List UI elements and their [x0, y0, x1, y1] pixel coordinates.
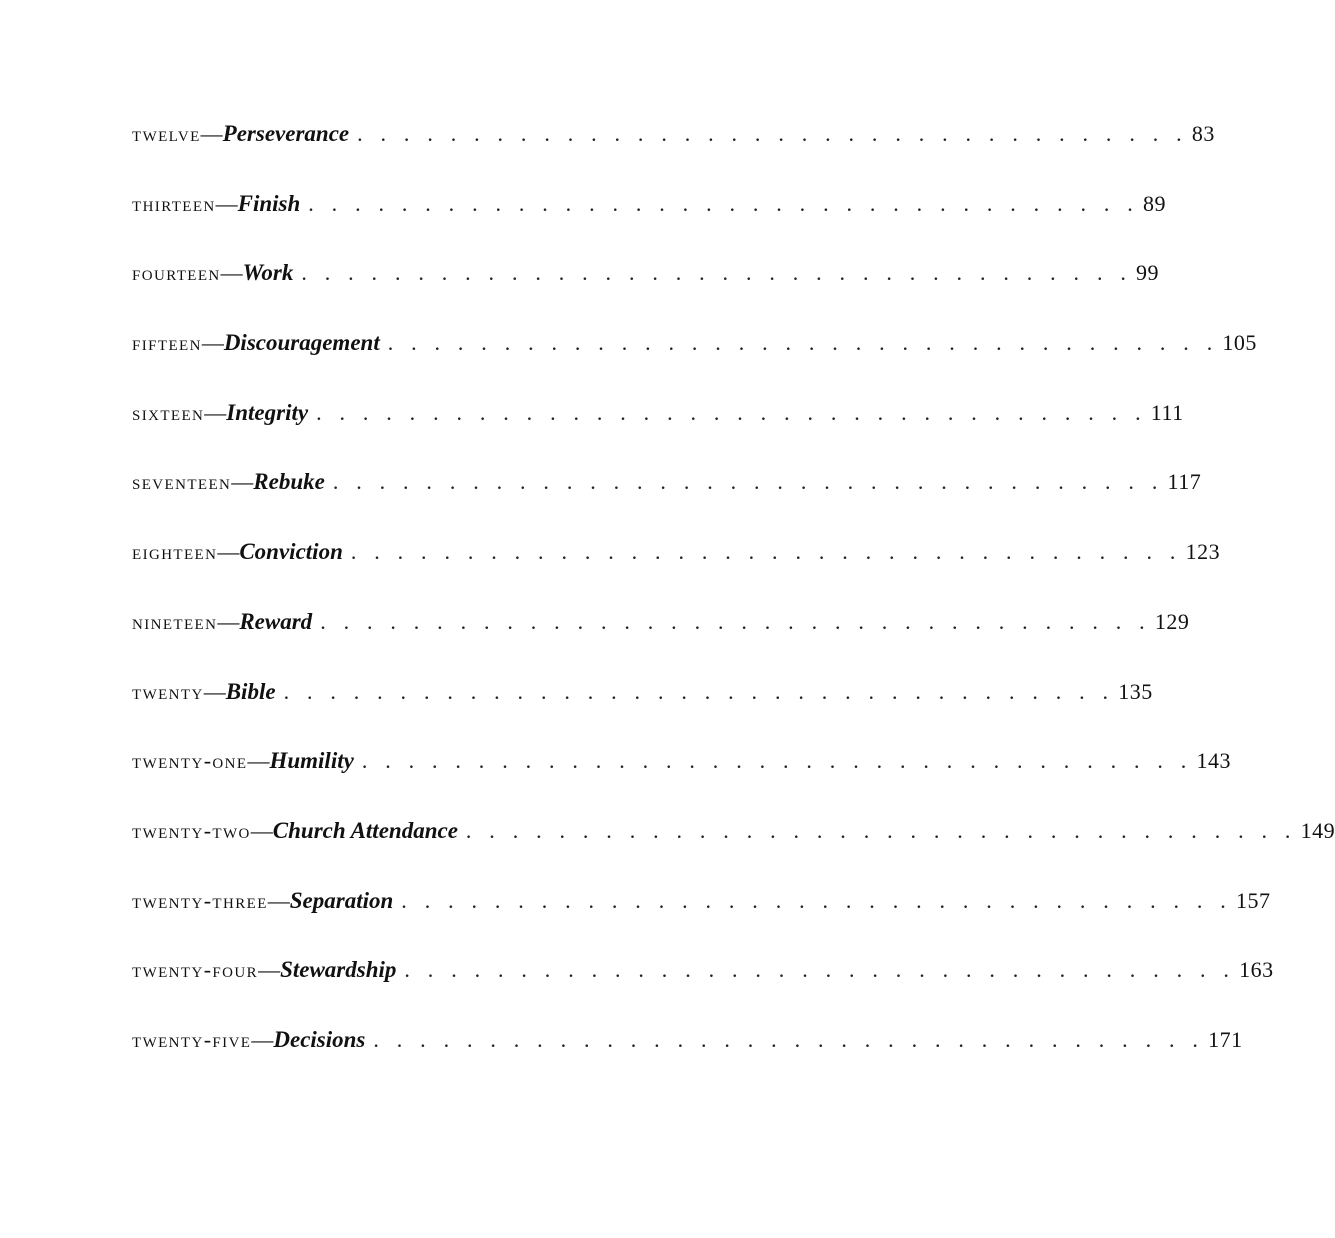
toc-entry-nineteen[interactable] — [132, 608, 1190, 679]
chapter-number: sixteen — [132, 399, 205, 425]
em-dash: — — [231, 469, 254, 495]
dot-leader: . . . . . . . . . . . . . . . . . . . . . . . . . . . . . . . . . . . . — [404, 957, 1236, 983]
toc-entry-fifteen[interactable] — [132, 330, 1257, 400]
toc-entry-twenty[interactable] — [132, 678, 1153, 749]
toc-entry-twenty-three[interactable] — [132, 887, 1271, 958]
chapter-title: Perseverance — [222, 121, 350, 146]
dot-leader: . . . . . . . . . . . . . . . . . . . . . . . . . . . . . . . . . . . . — [387, 330, 1219, 356]
page-number: 117 — [1167, 469, 1202, 495]
em-dash: — — [217, 608, 240, 634]
em-dash: — — [204, 399, 227, 425]
page-number: 163 — [1239, 957, 1274, 983]
dot-leader: . . . . . . . . . . . . . . . . . . . . . . . . . . . . . . . . . . . . — [283, 678, 1115, 704]
page-number: 149 — [1300, 817, 1335, 843]
toc-entry-twenty-two[interactable] — [132, 817, 1335, 888]
toc-entry-sixteen[interactable] — [132, 399, 1184, 470]
dot-leader: . . . . . . . . . . . . . . . . . . . . . . . . . . . . . . . . . . . . — [373, 1026, 1205, 1052]
chapter-title: Decisions — [273, 1026, 366, 1052]
chapter-title: Work — [242, 260, 294, 286]
page-number: 111 — [1150, 399, 1184, 425]
chapter-number: fourteen — [132, 260, 221, 286]
dot-leader: . . . . . . . . . . . . . . . . . . . . . . . . . . . . . . . . . . . . — [332, 469, 1164, 495]
dot-leader: . . . . . . . . . . . . . . . . . . . . . . . . . . . . . . . . . . . . — [401, 887, 1232, 913]
em-dash: — — [215, 190, 238, 216]
em-dash: — — [217, 539, 240, 565]
chapter-title: Bible — [225, 678, 276, 704]
chapter-title: Stewardship — [280, 957, 397, 983]
em-dash: — — [220, 260, 243, 286]
toc-entry-fourteen[interactable] — [132, 260, 1160, 330]
chapter-number: twenty — [132, 678, 204, 704]
chapter-title: Integrity — [226, 399, 309, 425]
em-dash: — — [267, 887, 290, 913]
toc-entry-twelve[interactable] — [132, 121, 1215, 191]
chapter-title: Reward — [239, 608, 313, 634]
page-number: 105 — [1222, 330, 1257, 356]
chapter-number: twenty-five — [132, 1026, 252, 1052]
chapter-title: Conviction — [239, 539, 343, 565]
em-dash: — — [247, 748, 270, 774]
em-dash: — — [201, 330, 224, 356]
em-dash: — — [258, 957, 281, 983]
toc-entry-twenty-five[interactable] — [132, 1026, 1243, 1097]
page-number: 89 — [1142, 190, 1166, 216]
dot-leader: . . . . . . . . . . . . . . . . . . . . . . . . . . . . . . . . . . . . — [301, 260, 1133, 286]
em-dash: — — [200, 121, 223, 146]
chapter-title: Separation — [289, 887, 394, 913]
page-number: 135 — [1118, 678, 1153, 704]
toc-entry-eighteen[interactable] — [132, 539, 1221, 609]
table-of-contents — [132, 121, 1335, 1097]
page-number: 143 — [1196, 748, 1232, 774]
chapter-title: Finish — [237, 190, 301, 216]
page-number: 171 — [1208, 1026, 1243, 1052]
dot-leader: . . . . . . . . . . . . . . . . . . . . . . . . . . . . . . . . . . . . — [465, 817, 1297, 843]
toc-entry-twenty-four[interactable] — [132, 957, 1274, 1027]
dot-leader: . . . . . . . . . . . . . . . . . . . . . . . . . . . . . . . . . . . . — [316, 399, 1147, 425]
toc-entry-seventeen[interactable] — [132, 469, 1202, 539]
chapter-number: twenty-two — [132, 817, 251, 843]
chapter-number: nineteen — [132, 608, 218, 634]
chapter-number: eighteen — [132, 539, 218, 565]
chapter-number: twelve — [132, 121, 201, 146]
chapter-number: twenty-one — [132, 748, 248, 774]
page-number: 99 — [1136, 260, 1160, 286]
chapter-title: Church Attendance — [272, 817, 458, 843]
em-dash: — — [250, 817, 273, 843]
page-number: 83 — [1191, 121, 1215, 146]
em-dash: — — [251, 1026, 274, 1052]
chapter-title: Discouragement — [223, 330, 380, 356]
dot-leader: . . . . . . . . . . . . . . . . . . . . . . . . . . . . . . . . . . . . — [308, 190, 1139, 216]
dot-leader: . . . . . . . . . . . . . . . . . . . . . . . . . . . . . . . . . . . . — [357, 121, 1188, 146]
page-number: 123 — [1185, 539, 1221, 565]
toc-entry-twenty-one[interactable] — [132, 748, 1232, 818]
toc-entry-thirteen[interactable] — [132, 190, 1166, 261]
dot-leader: . . . . . . . . . . . . . . . . . . . . . . . . . . . . . . . . . . . . — [320, 608, 1151, 634]
chapter-title: Rebuke — [253, 469, 325, 495]
chapter-number: twenty-four — [132, 957, 259, 983]
dot-leader: . . . . . . . . . . . . . . . . . . . . . . . . . . . . . . . . . . . . — [361, 748, 1193, 774]
dot-leader: . . . . . . . . . . . . . . . . . . . . . . . . . . . . . . . . . . . . — [350, 539, 1182, 565]
page-number: 157 — [1236, 887, 1271, 913]
chapter-number: seventeen — [132, 469, 232, 495]
page-number: 129 — [1154, 608, 1190, 634]
em-dash: — — [203, 678, 226, 704]
chapter-number: fifteen — [132, 330, 202, 356]
chapter-title: Humility — [269, 748, 354, 774]
chapter-number: thirteen — [132, 190, 216, 216]
chapter-number: twenty-three — [132, 887, 268, 913]
